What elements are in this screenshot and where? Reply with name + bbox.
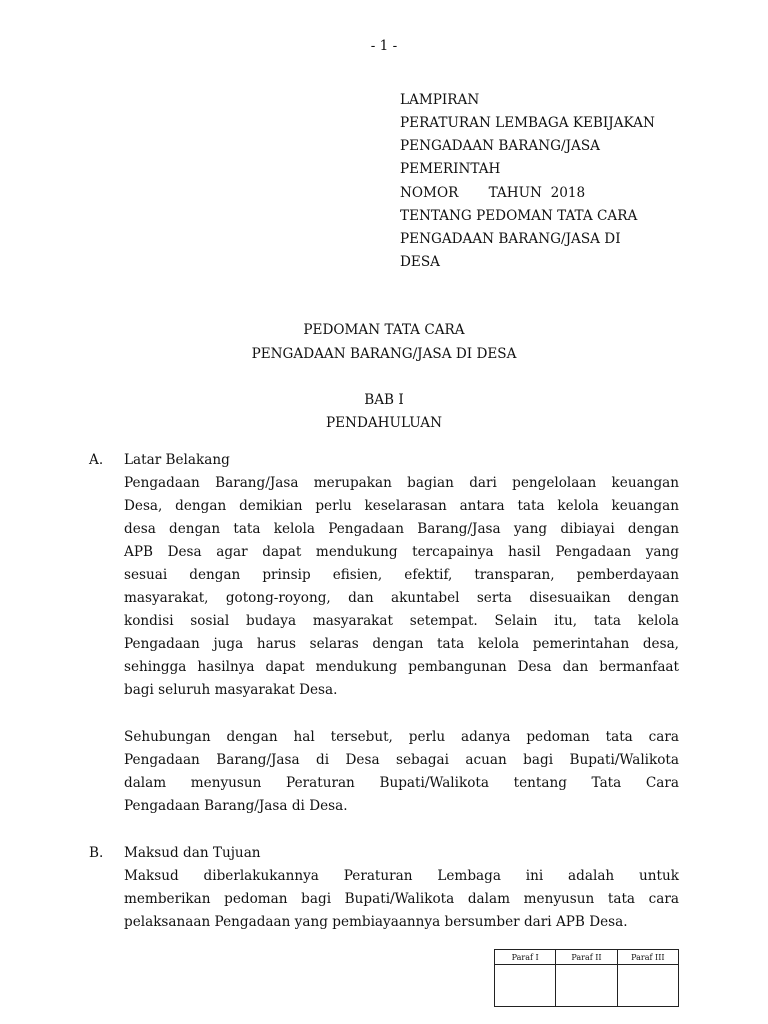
paragraph-line: Sehubungan dengan hal tersebut, perlu adanya pedoman tata cara (124, 729, 679, 745)
paraf-cell (556, 965, 617, 1007)
lampiran-line: TENTANG PEDOMAN TATA CARA (400, 208, 638, 224)
paraf-header: Paraf I (495, 950, 556, 965)
paraf-table (494, 949, 679, 1007)
document-title: PENGADAAN BARANG/JASA DI DESA (251, 346, 517, 362)
paragraph-line: desa dengan tata kelola Pengadaan Barang/Jasa yang dibiayai dengan (124, 521, 679, 537)
chapter-number: BAB I (364, 392, 404, 408)
paraf-cell (617, 965, 678, 1007)
paragraph-line: dalam menyusun Peraturan Bupati/Walikota tentang Tata Cara (124, 775, 679, 791)
paraf-header: Paraf III (617, 950, 678, 965)
paragraph-line: sesuai dengan prinsip efisien, efektif, transparan, pemberdayaan (124, 567, 679, 583)
paraf-cell (495, 965, 556, 1007)
page-number: - 1 - (370, 38, 398, 54)
lampiran-line: DESA (400, 254, 440, 270)
paragraph-line: pelaksanaan Pengadaan yang pembiayaannya bersumber dari APB Desa. (124, 914, 628, 930)
paragraph-line: APB Desa agar dapat mendukung tercapainya hasil Pengadaan yang (124, 544, 679, 560)
paragraph-line: Pengadaan juga harus selaras dengan tata kelola pemerintahan desa, (124, 636, 679, 652)
chapter-title: PENDAHULUAN (325, 415, 443, 431)
section-heading: Latar Belakang (124, 452, 230, 468)
section-heading: Maksud dan Tujuan (124, 845, 261, 861)
section-marker: A. (89, 452, 104, 468)
paragraph-line: Pengadaan Barang/Jasa merupakan bagian dari pengelolaan keuangan (124, 475, 679, 491)
document-title: PEDOMAN TATA CARA (303, 322, 465, 338)
paragraph-line: bagi seluruh masyarakat Desa. (124, 682, 338, 698)
paraf-header: Paraf II (556, 950, 617, 965)
paragraph-line: masyarakat, gotong-royong, dan akuntabel serta disesuaikan dengan (124, 590, 679, 606)
lampiran-line: PENGADAAN BARANG/JASA (400, 138, 600, 154)
lampiran-line: PENGADAAN BARANG/JASA DI (400, 231, 621, 247)
section-marker: B. (89, 845, 104, 861)
lampiran-line: NOMOR TAHUN 2018 (400, 185, 586, 201)
paragraph-line: kondisi sosial budaya masyarakat setempat. Selain itu, tata kelola (124, 613, 679, 629)
lampiran-line: LAMPIRAN (400, 92, 480, 108)
paragraph-line: Pengadaan Barang/Jasa di Desa sebagai acuan bagi Bupati/Walikota (124, 752, 679, 768)
lampiran-line: PERATURAN LEMBAGA KEBIJAKAN (400, 115, 655, 131)
paragraph-line: Pengadaan Barang/Jasa di Desa. (124, 798, 348, 814)
paragraph-line: Desa, dengan demikian perlu keselarasan antara tata kelola keuangan (124, 498, 679, 514)
paragraph-line: memberikan pedoman bagi Bupati/Walikota dalam menyusun tata cara (124, 891, 679, 907)
paragraph-line: sehingga hasilnya dapat mendukung pembangunan Desa dan bermanfaat (124, 659, 679, 675)
lampiran-line: PEMERINTAH (400, 161, 501, 177)
paragraph-line: Maksud diberlakukannya Peraturan Lembaga ini adalah untuk (124, 868, 679, 884)
